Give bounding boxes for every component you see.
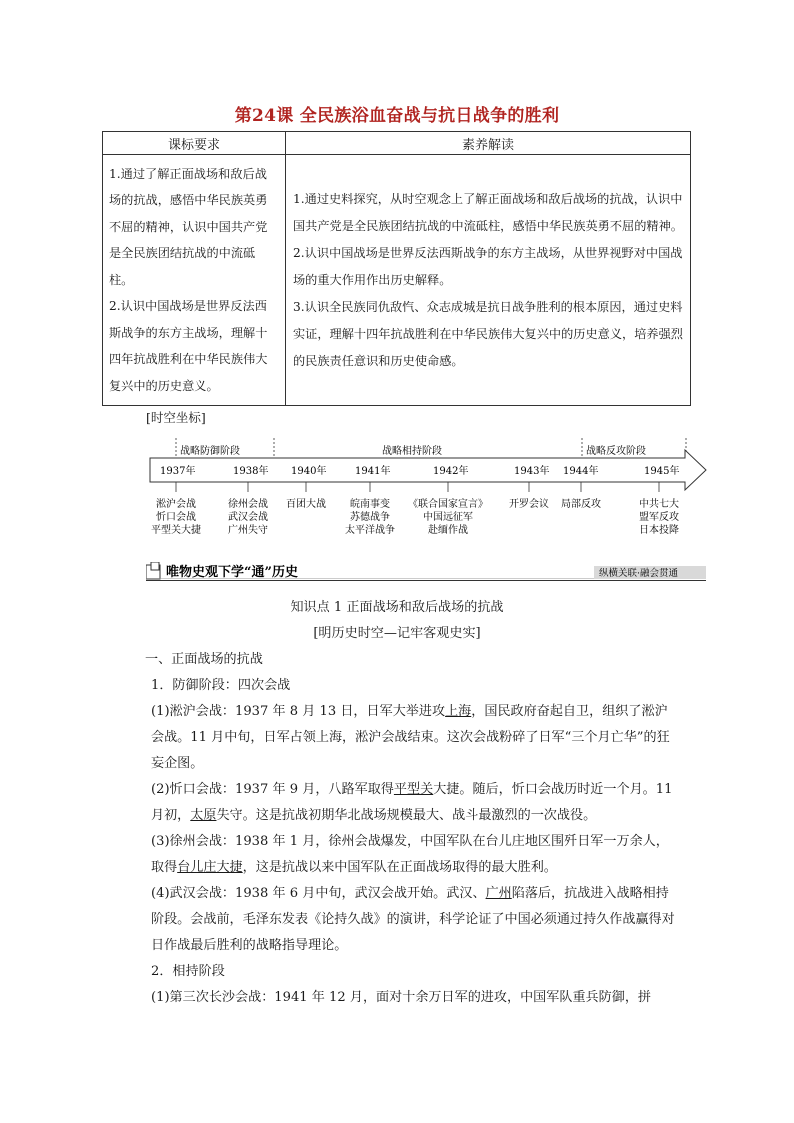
knowledge-heading: 知识点 1 正面战场和敌后战场的抗战 <box>290 600 504 615</box>
event-label: 淞沪会战 <box>156 499 196 510</box>
section-heading: 一、正面战场的抗战 <box>145 652 263 667</box>
literacy-item: 1.通过史料探究，从时空观念上了解正面战场和敌后战场的抗战，认识中国共产党是全民族团结抗战的中流砥柱，感悟中华民族英勇不屈的精神。 <box>293 191 683 233</box>
subsection-heading: 2．相持阶段 <box>151 964 225 979</box>
phase-label: 战略相持阶段 <box>382 446 442 457</box>
event-label: 开罗会议 <box>509 499 549 510</box>
event-label: 百团大战 <box>286 499 326 510</box>
year-label: 1938年 <box>233 466 269 477</box>
knowledge-subheading: [明历史时空—记牢客观史实] <box>313 626 481 641</box>
banner-tag: 纵横关联·融会贯通 <box>599 568 679 579</box>
year-label: 1942年 <box>433 466 469 477</box>
body-content <box>145 647 677 1011</box>
event-label: 太平洋战争 <box>345 525 395 536</box>
phase-label: 战略防御阶段 <box>180 446 240 457</box>
event-label: 平型关大捷 <box>151 525 201 536</box>
section-banner <box>146 562 706 582</box>
header-literacy: 素养解读 <box>286 132 691 155</box>
paragraph-wuhan: (4)武汉会战：1938 年 6 月中旬，武汉会战开始。武汉、广州陷落后，抗战进入战略相持阶段。会战前，毛泽东发表《论持久战》的演讲，科学论证了中国必须通过持久作战赢得对日作战最后胜利的战略指导理论。 <box>151 886 675 953</box>
year-label: 1943年 <box>514 466 550 477</box>
event-label: 盟军反攻 <box>639 512 679 523</box>
requirement-item: 1.通过了解正面战场和敌后战场的抗战，感悟中华民族英勇不屈的精神，认识中国共产党是全民族团结抗战的中流砥柱。 <box>109 166 268 287</box>
year-label: 1941年 <box>355 466 391 477</box>
literacy-interpretation-cell <box>286 155 691 406</box>
subsection-heading: 1．防御阶段：四次会战 <box>151 678 291 693</box>
header-curriculum: 课标要求 <box>103 132 286 155</box>
year-label: 1945年 <box>644 466 680 477</box>
timeline-diagram <box>140 428 720 560</box>
event-label: 武汉会战 <box>228 512 268 523</box>
event-label: 赴缅作战 <box>428 525 468 536</box>
year-label: 1944年 <box>563 466 599 477</box>
event-label: 中国远征军 <box>423 512 473 523</box>
year-label: 1940年 <box>291 466 327 477</box>
requirement-item: 2.认识中国战场是世界反法西斯战争的东方主战场，理解十四年抗战胜利在中华民族伟大复兴中的历史意义。 <box>109 299 268 393</box>
paragraph-xuzhou: (3)徐州会战：1938 年 1 月，徐州会战爆发，中国军队在台儿庄地区围歼日军一万余人，取得台儿庄大捷，这是抗战以来中国军队在正面战场取得的最大胜利。 <box>151 834 669 875</box>
literacy-item: 2.认识中国战场是世界反法西斯战争的东方主战场，从世界视野对中国战场的重大作用作出历史解释。 <box>293 245 683 287</box>
event-label: 忻口会战 <box>156 512 196 523</box>
banner-title: 唯物史观下学“通”历史 <box>166 565 298 580</box>
underlined-term: 台儿庄大捷 <box>177 860 243 875</box>
event-label: 徐州会战 <box>228 499 268 510</box>
event-label: 中共七大 <box>639 499 679 510</box>
event-label: 局部反攻 <box>561 499 601 510</box>
literacy-item: 3.认识全民族同仇敌忾、众志成城是抗日战争胜利的根本原因，通过史料实证，理解十四年抗战胜利在中华民族伟大复兴中的历史意义，培养强烈的民族责任意识和历史使命感。 <box>293 299 683 368</box>
event-label: 苏德战争 <box>350 512 390 523</box>
year-label: 1937年 <box>160 466 196 477</box>
paragraph-songhu: (1)淞沪会战：1937 年 8 月 13 日，日军大举进攻上海，国民政府奋起自卫，组织了淞沪会战。11 月中旬，日军占领上海，淞沪会战结束。这次会战粉碎了日军“三个月亡华”的狂妄企图。 <box>151 704 670 771</box>
event-label: 皖南事变 <box>350 499 390 510</box>
timeline-label: [时空坐标] <box>146 410 206 425</box>
paragraph-xinkou: (2)忻口会战：1937 年 9 月，八路军取得平型关大捷。随后，忻口会战历时近一个月。11 月初，太原失守。这是抗战初期华北战场规模最大、战斗最激烈的一次战役。 <box>151 782 673 823</box>
phase-label: 战略反攻阶段 <box>586 446 646 457</box>
event-label: 日本投降 <box>639 525 679 536</box>
underlined-term: 上海 <box>445 704 472 719</box>
curriculum-table <box>102 131 691 406</box>
event-label: 广州失守 <box>228 525 268 536</box>
event-label: 《联合国家宣言》 <box>408 499 488 510</box>
underlined-term: 平型关 <box>393 782 434 797</box>
underlined-term: 太原 <box>190 808 217 823</box>
curriculum-requirements-cell <box>103 155 286 406</box>
lesson-title: 第24课 全民族浴血奋战与抗日战争的胜利 <box>234 106 560 126</box>
underlined-term: 广州 <box>485 886 512 901</box>
paragraph-changsha: (1)第三次长沙会战：1941 年 12 月，面对十余万日军的进攻，中国军队重兵防御，拼 <box>151 990 652 1005</box>
